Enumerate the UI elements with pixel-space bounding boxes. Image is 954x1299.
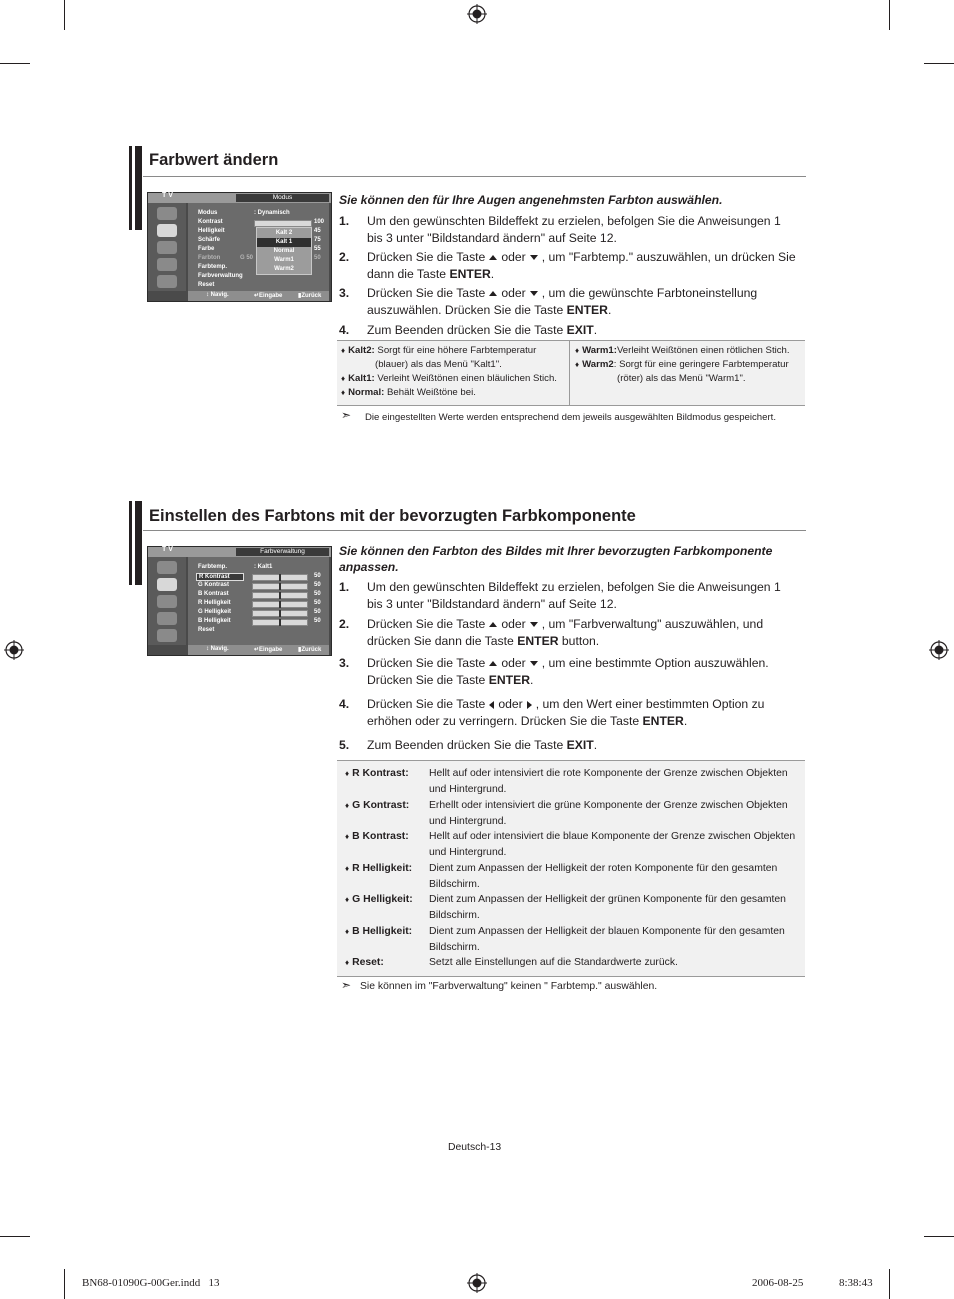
menu-value: 50 xyxy=(314,600,321,606)
section-marker xyxy=(129,146,142,230)
menu-row: B Kontrast xyxy=(198,591,229,597)
info-right: ♦ Warm1:Verleiht Weißtönen einen rötlichen Stich. ♦ Warm2: Sorgt für eine geringere Farbtemperatur (röter) als das Menü "Warm1". xyxy=(575,345,790,384)
up-arrow-icon xyxy=(489,661,497,666)
crop-mark xyxy=(0,1236,30,1237)
menu-value: : Kalt1 xyxy=(254,564,273,570)
crop-mark xyxy=(64,0,65,30)
popup-option: Warm1 xyxy=(274,257,294,263)
menu-row: Schärfe xyxy=(198,237,221,243)
left-arrow-icon xyxy=(489,701,494,709)
menu-row: Farbe xyxy=(198,246,215,252)
step-item: 4. Zum Beenden drücken Sie die Taste EXIT. xyxy=(339,323,598,337)
tv-label: T V xyxy=(162,546,173,553)
menu-row: Modus xyxy=(198,210,218,216)
enter-hint: ↵Eingabe xyxy=(254,647,283,653)
menu-header: Farbverwaltung xyxy=(236,548,329,556)
menu-row: Reset xyxy=(198,627,215,633)
menu-value: G 50 xyxy=(240,255,254,261)
footer-date: 2006-08-25 xyxy=(752,1277,804,1289)
picture-icon xyxy=(157,207,177,220)
popup-option: Normal xyxy=(273,248,295,254)
channel-icon xyxy=(157,612,177,625)
section-intro: Sie können den für Ihre Augen angenehmsten Farbton auswählen. xyxy=(339,193,723,207)
section-rule xyxy=(143,530,806,531)
menu-row: Reset xyxy=(198,282,215,288)
section-intro: Sie können den Farbton des Bildes mit Ihrer bevorzugten Farbkomponente anpassen. xyxy=(339,544,773,574)
footer-time: 8:38:43 xyxy=(839,1277,873,1289)
registration-mark-icon xyxy=(929,640,949,660)
definition-item: ♦ R Kontrast: Hellt auf oder intensiviert die rote Komponente der Grenze zwischen Objekten und Hintergrund. xyxy=(345,768,788,795)
footer-filename: BN68-01090G-00Ger.indd 13 xyxy=(82,1277,220,1289)
step-item: 3. Drücken Sie die Taste oder , um die gewünschte Farbtoneinstellung auszuwählen. Drücken Sie die Taste ENTER. xyxy=(339,286,758,317)
down-arrow-icon xyxy=(530,291,538,296)
menu-row-selected: R Kontrast xyxy=(196,573,244,581)
down-arrow-icon xyxy=(530,622,538,627)
section-marker xyxy=(129,501,142,585)
menu-row: Helligkeit xyxy=(198,228,225,234)
menu-value: 100 xyxy=(314,219,325,225)
definition-item: ♦ B Kontrast: Hellt auf oder intensiviert die blaue Komponente der Grenze zwischen Objekten und Hintergrund. xyxy=(345,831,796,858)
menu-value: : Dynamisch xyxy=(254,210,290,216)
definition-item: ♦ G Kontrast: Erhellt oder intensiviert die grüne Komponente der Grenze zwischen Objekten und Hintergrund. xyxy=(345,800,788,827)
step-item: 3. Drücken Sie die Taste oder , um eine bestimmte Option auszuwählen. Drücken Sie die Taste ENTER. xyxy=(339,656,769,687)
step-item: 2. Drücken Sie die Taste oder , um "Farbtemp." auszuwählen, un drücken Sie dann die Taste ENTER. xyxy=(339,250,796,281)
back-hint: ▮Zurück xyxy=(298,293,322,299)
registration-mark-icon xyxy=(467,4,487,24)
menu-row: Farbton xyxy=(198,255,221,261)
menu-value: 50 xyxy=(314,618,321,624)
slider-bar xyxy=(252,619,308,626)
menu-header: Modus xyxy=(236,194,329,202)
menu-value: 50 xyxy=(314,573,321,579)
sound-icon xyxy=(157,595,177,608)
sound-icon xyxy=(157,241,177,254)
section-title: Einstellen des Farbtons mit der bevorzugten Farbkomponente xyxy=(149,507,636,525)
menu-value: 55 xyxy=(314,246,321,252)
crop-mark xyxy=(924,1236,954,1237)
nav-hint: ↕ Navig. xyxy=(206,292,229,298)
back-hint: ▮Zurück xyxy=(298,647,322,653)
definitions-box xyxy=(337,760,805,977)
tv-menu-screenshot xyxy=(147,192,332,302)
step-item: 1. Um den gewünschten Bildeffekt zu erzielen, befolgen Sie die Anweisungen 1 bis 3 unter "Bildstandard ändern" auf Seite 12. xyxy=(339,580,781,611)
note-text: Sie können im "Farbverwaltung" keinen " Farbtemp." auswählen. xyxy=(360,981,658,992)
down-arrow-icon xyxy=(530,255,538,260)
crop-mark xyxy=(0,63,30,64)
info-left: ♦ Kalt2: Sorgt für eine höhere Farbtemperatur (blauer) als das Menü "Kalt1". ♦ Kalt1: Verleiht Weißtönen einen bläulichen Stich. ♦ Normal: Behält Weißtöne bei. xyxy=(341,345,557,398)
menu-row: Farbtemp. xyxy=(198,564,228,570)
popup-option: Kalt 2 xyxy=(275,230,293,236)
menu-row: Kontrast xyxy=(198,219,223,225)
crop-mark xyxy=(924,63,954,64)
setup-icon xyxy=(157,629,177,642)
menu-value: 75 xyxy=(314,237,321,243)
step-item: 2. Drücken Sie die Taste oder , um "Farbverwaltung" auszuwählen, und drücken Sie dann die Taste ENTER button. xyxy=(339,617,764,648)
up-arrow-icon xyxy=(489,291,497,296)
note-arrow-icon: ➣ xyxy=(341,408,352,422)
slider-bar xyxy=(254,220,312,227)
definition-item: ♦ R Helligkeit: Dient zum Anpassen der Helligkeit der roten Komponente für den gesamten Bildschirm. xyxy=(345,863,778,890)
popup-option: Warm2 xyxy=(274,266,294,272)
note-arrow-icon: ➣ xyxy=(341,978,352,992)
step-item: 5. Zum Beenden drücken Sie die Taste EXIT. xyxy=(339,738,598,752)
channel-icon xyxy=(157,258,177,271)
crop-mark xyxy=(889,1269,890,1299)
menu-value: 50 xyxy=(314,255,321,261)
right-arrow-icon xyxy=(527,701,532,709)
definition-item: ♦ G Helligkeit: Dient zum Anpassen der Helligkeit der grünen Komponente für den gesamten Bildschirm. xyxy=(345,894,786,921)
menu-row: B Helligkeit xyxy=(198,618,231,624)
step-item: 1. Um den gewünschten Bildeffekt zu erzielen, befolgen Sie die Anweisungen 1 bis 3 unter "Bildstandard ändern" auf Seite 12. xyxy=(339,214,781,245)
info-box xyxy=(337,340,805,406)
popup-option-selected: Kalt 1 xyxy=(257,238,311,247)
crop-mark xyxy=(64,1269,65,1299)
down-arrow-icon xyxy=(530,661,538,666)
menu-value: 50 xyxy=(314,582,321,588)
menu-row: Farbtemp. xyxy=(198,264,228,270)
menu-row: Farbverwaltung xyxy=(198,273,243,279)
tv-label: T V xyxy=(162,192,173,199)
section-title: Farbwert ändern xyxy=(149,151,279,169)
note-text: Die eingestellten Werte werden entsprechend dem jeweils ausgewählten Bildmodus gespeichert. xyxy=(365,412,776,423)
slider-bar xyxy=(252,583,308,590)
section-rule xyxy=(143,176,806,177)
menu-value: 50 xyxy=(314,609,321,615)
picture-menu-icon xyxy=(157,578,177,591)
registration-mark-icon xyxy=(4,640,24,660)
menu-row: R Helligkeit xyxy=(198,600,231,606)
menu-row: G Kontrast xyxy=(198,582,230,588)
up-arrow-icon xyxy=(489,255,497,260)
tv-menu-screenshot xyxy=(147,546,332,656)
slider-bar xyxy=(252,610,308,617)
nav-hint: ↕ Navig. xyxy=(206,646,229,652)
slider-bar xyxy=(252,574,308,581)
color-temp-popup xyxy=(256,227,312,275)
menu-row: G Helligkeit xyxy=(198,609,232,615)
registration-mark-icon xyxy=(467,1273,487,1293)
menu-value: 50 xyxy=(314,591,321,597)
definition-item: ♦ Reset: Setzt alle Einstellungen auf die Standardwerte zurück. xyxy=(345,957,678,968)
up-arrow-icon xyxy=(489,622,497,627)
page-number: Deutsch-13 xyxy=(448,1142,502,1153)
crop-mark xyxy=(889,0,890,30)
picture-icon xyxy=(157,561,177,574)
step-item: 4. Drücken Sie die Taste oder , um den Wert einer bestimmten Option zu erhöhen oder zu verringern. Drücken Sie die Taste ENTER. xyxy=(339,697,765,728)
setup-icon xyxy=(157,275,177,288)
menu-value: 45 xyxy=(314,228,321,234)
slider-bar xyxy=(252,592,308,599)
slider-bar xyxy=(252,601,308,608)
picture-menu-icon xyxy=(157,224,177,237)
enter-hint: ↵Eingabe xyxy=(254,293,283,299)
definition-item: ♦ B Helligkeit: Dient zum Anpassen der Helligkeit der blauen Komponente für den gesamten Bildschirm. xyxy=(345,926,785,953)
